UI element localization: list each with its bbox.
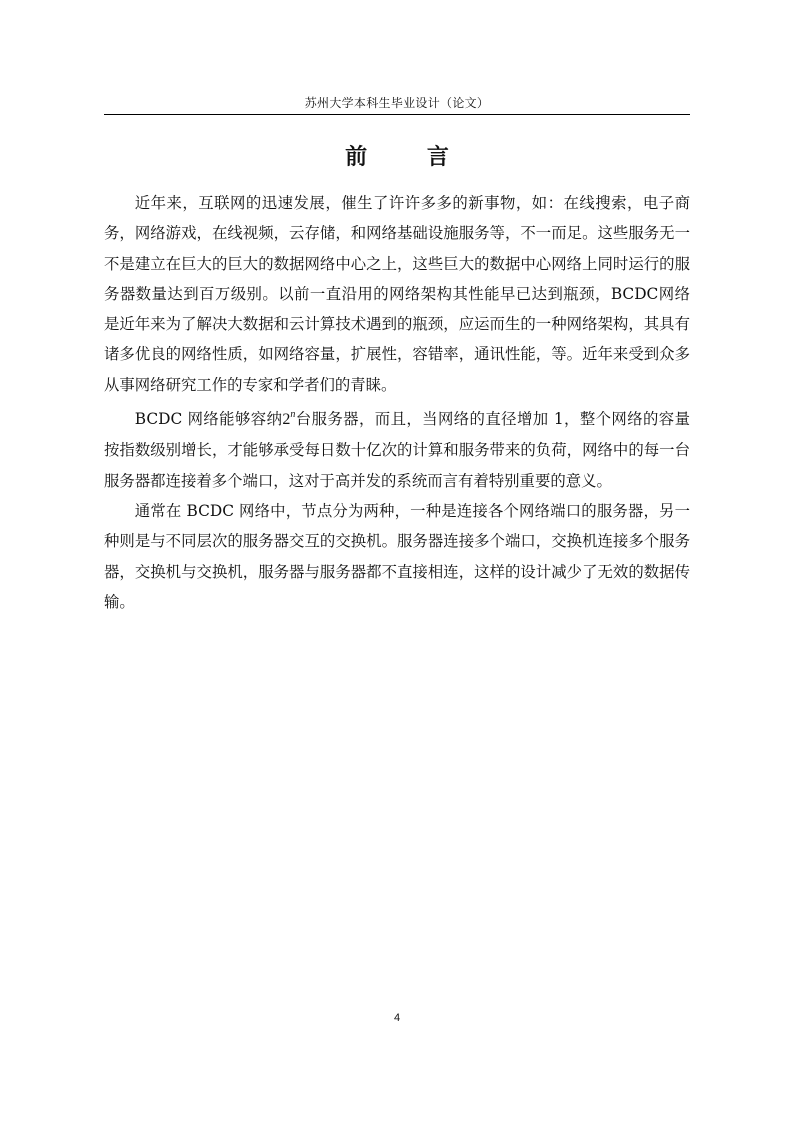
paragraph-2-after-formula: 台服务器，而且，当网络的直径增加 1，整个网络的容量按指数级别增长，才能够承受每日数十亿次的计算和服务带来的负荷，网络中的每一台服务器都连接着多个端口，这对于高并发的系统而言有着特别重要的意义。 bbox=[104, 410, 690, 490]
document-body bbox=[104, 188, 690, 617]
paragraph-3: 通常在 BCDC 网络中，节点分为两种，一种是连接各个网络端口的服务器，另一种则是与不同层次的服务器交互的交换机。服务器连接多个端口，交换机连接多个服务器，交换机与交换机，服务器与服务器都不直接相连，这样的设计减少了无效的数据传输。 bbox=[104, 501, 690, 611]
section-title: 前 言 bbox=[345, 144, 475, 170]
header-rule bbox=[104, 114, 690, 115]
server-capacity-formula bbox=[282, 411, 295, 428]
page-header: 苏州大学本科生毕业设计（论文） bbox=[304, 96, 490, 110]
formula-exponent: n bbox=[290, 409, 296, 421]
formula-base: 2 bbox=[282, 411, 291, 429]
paragraph-2 bbox=[104, 400, 690, 496]
page-number: 4 bbox=[393, 1012, 401, 1024]
paragraph-1: 近年来，互联网的迅速发展，催生了许许多多的新事物，如：在线搜索，电子商务，网络游戏，在线视频，云存储，和网络基础设施服务等，不一而足。这些服务无一不是建立在巨大的巨大的数据网络中心之上，这些巨大的数据中心网络上同时运行的服务器数量达到百万级别。以前一直沿用的网络架构其性能早已达到瓶颈，BCDC网络是近年来为了解决大数据和云计算技术遇到的瓶颈，应运而生的一种网络架构，其具有诸多优良的网络性质，如网络容量，扩展性，容错率，通讯性能，等。近年来受到众多从事网络研究工作的专家和学者们的青睐。 bbox=[104, 194, 690, 394]
paragraph-2-before-formula: BCDC 网络能够容纳 bbox=[134, 410, 283, 429]
